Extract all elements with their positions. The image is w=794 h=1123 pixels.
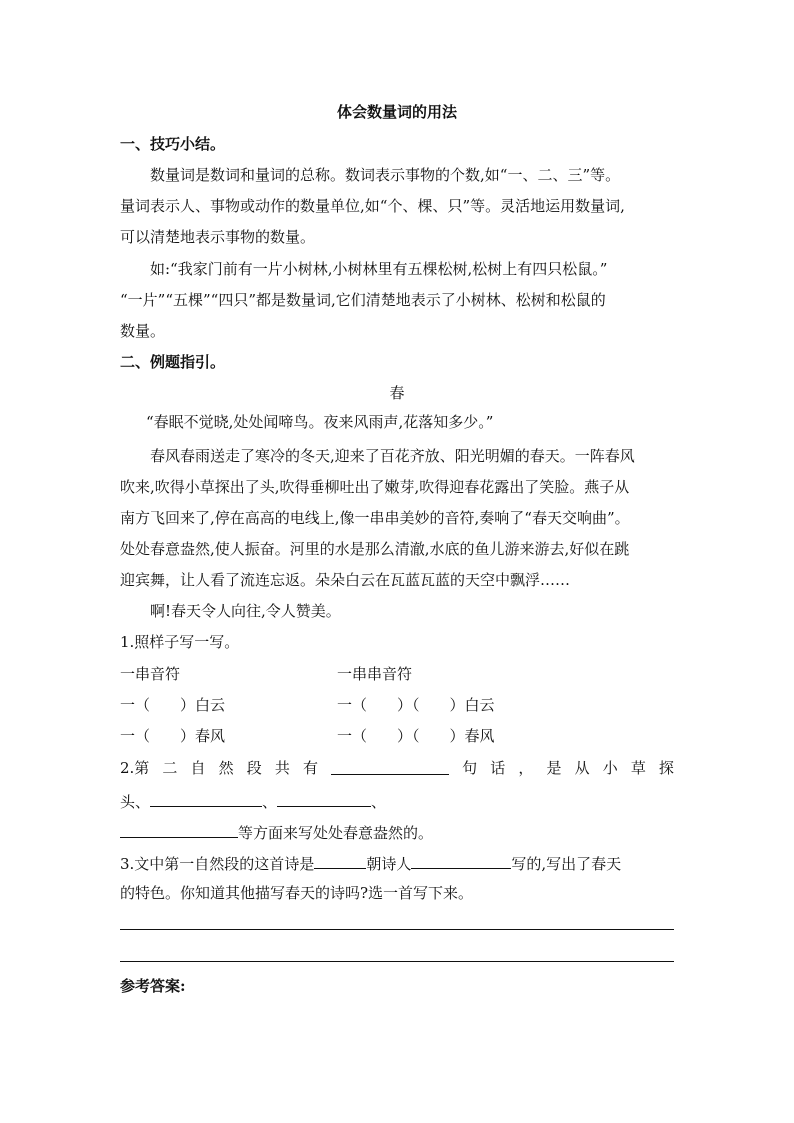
passage-line3: 南方飞回来了,停在高高的电线上,像一串串美妙的音符,奏响了“春天交响曲”。 [120,509,630,527]
q2-char: 有 [302,759,318,777]
q2-char: 草 [630,759,646,777]
passage-title: 春 [389,384,405,402]
q1-example-left: 一串音符 [120,665,181,683]
q3-blank-poet[interactable] [411,852,511,869]
q2-char: 段 [246,759,262,777]
q1-example-right: 一串串音符 [337,665,413,683]
answer-line-1[interactable] [120,929,674,930]
page-title: 体会数量词的用法 [336,103,457,121]
q2-char: 是 [546,759,562,777]
q2-char: 探 [658,759,674,777]
q2-char: 句 [462,759,478,777]
q2-blank-aspect-2[interactable] [277,790,371,807]
q2-blank-sentence-count[interactable] [331,758,449,775]
q2-char: ， [518,759,534,777]
q2-char: 话 [490,759,506,777]
answer-line-2[interactable] [120,961,674,962]
passage-line1: 春风春雨送走了寒冷的冬天,迎来了百花齐放、阳光明媚的春天。一阵春风 [150,447,635,465]
q2-line3-end: 等方面来写处处春意盎然的。 [238,824,434,842]
q2-char: 从 [574,759,590,777]
q2-char: 2.第 [120,759,150,777]
q2-char: 二 [162,759,178,777]
q2-char: 自 [190,759,206,777]
tips-para2-line2: “一片”“五棵”“四只”都是数量词,它们清楚地表示了小树林、松树和松鼠的 [120,291,606,309]
q3-text-a: 3.文中第一自然段的这首诗是 [120,855,315,873]
q3-blank-dynasty[interactable] [314,852,366,869]
q3-line1 [120,852,621,874]
passage-last-line: 啊!春天令人向往,令人赞美。 [150,602,341,620]
q2-line2-sep: 、 [262,793,278,811]
q2-line2-end: 、 [371,793,387,811]
q2-char: 然 [218,759,234,777]
answer-heading: 参考答案: [120,977,186,995]
q2-blank-aspect-1[interactable] [150,790,262,807]
tips-para1-line1: 数量词是数词和量词的总称。数词表示事物的个数,如“一、二、三”等。 [150,166,621,184]
section-heading-examples: 二、例题指引。 [120,353,226,371]
q2-line1 [120,758,674,778]
q1-row1-right[interactable]: 一（ ）（ ）白云 [337,696,495,714]
q2-blank-aspect-3[interactable] [120,821,238,838]
q2-line2 [120,790,386,812]
passage-line2: 吹来,吹得小草探出了头,吹得垂柳吐出了嫩芽,吹得迎春花露出了笑脸。燕子从 [120,478,630,496]
q3-line2: 的特色。你知道其他描写春天的诗吗?选一首写下来。 [120,884,474,902]
tips-para1-line3: 可以清楚地表示事物的数量。 [120,228,316,246]
passage-line5: 迎宾舞，让人看了流连忘返。朵朵白云在瓦蓝瓦蓝的天空中飘浮…… [120,571,571,589]
q2-line2-start: 头、 [120,793,151,811]
q2-char: 小 [602,759,618,777]
q1-row2-right[interactable]: 一（ ）（ ）春风 [337,727,495,745]
q2-char: 共 [274,759,290,777]
q1-row1-left[interactable]: 一（ ）白云 [120,696,226,714]
tips-para1-line2: 量词表示人、事物或动作的数量单位,如“个、棵、只”等。灵活地运用数量词, [120,197,625,215]
passage-line4: 处处春意盎然,使人振奋。河里的水是那么清澈,水底的鱼儿游来游去,好似在跳 [120,540,630,558]
q3-text-c: 写的,写出了春天 [511,855,622,873]
q1-prompt: 1.照样子写一写。 [120,633,240,651]
q2-line3 [120,821,433,843]
poem-line: “春眠不觉晓,处处闻啼鸟。夜来风雨声,花落知多少。” [146,413,494,431]
tips-para2-line1: 如:“我家门前有一片小树林,小树林里有五棵松树,松树上有四只松鼠。” [150,260,608,278]
q1-row2-left[interactable]: 一（ ）春风 [120,727,226,745]
section-heading-tips: 一、技巧小结。 [120,135,226,153]
tips-para2-line3: 数量。 [120,322,166,340]
q3-text-b: 朝诗人 [366,855,412,873]
